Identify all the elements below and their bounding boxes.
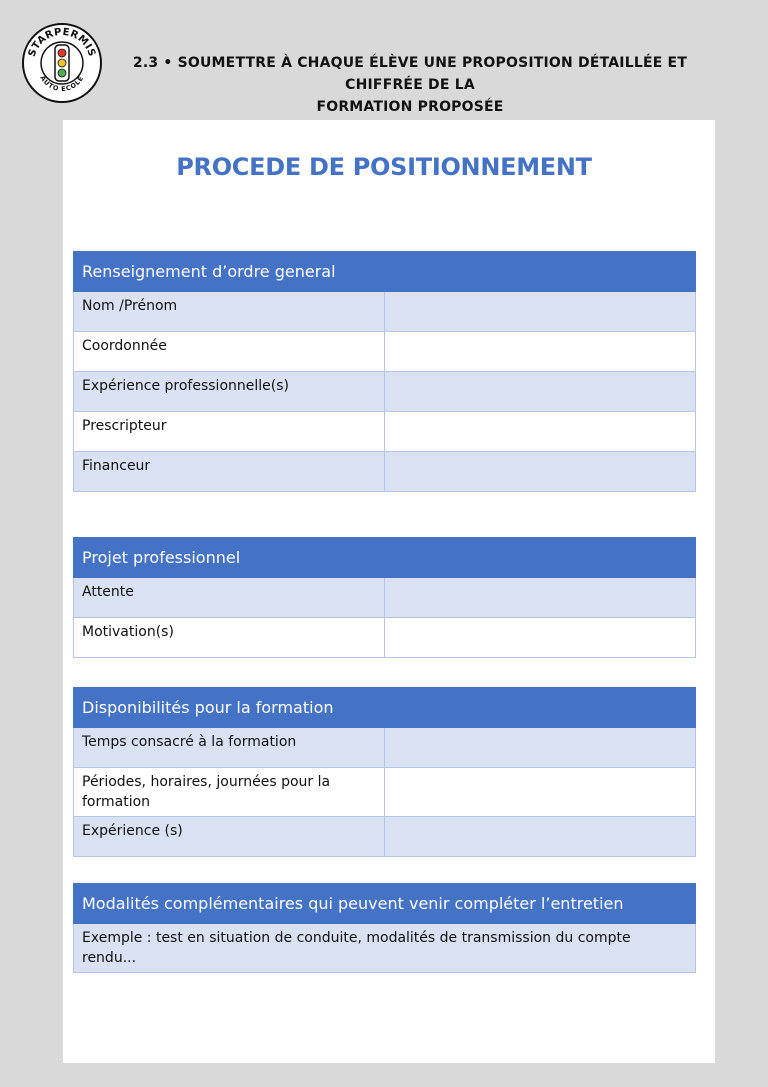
table-row [74, 372, 696, 412]
table-row [74, 924, 696, 973]
table-projet-professionnel [73, 537, 696, 658]
field-label-financeur: Financeur [74, 452, 385, 492]
modalites-text-area[interactable]: Exemple : test en situation de conduite, modalités de transmission du compte rendu... [74, 924, 696, 973]
table-row [74, 768, 696, 817]
field-value-coordonnee[interactable] [385, 332, 696, 372]
table-row [74, 332, 696, 372]
field-value-experience-pro[interactable] [385, 372, 696, 412]
field-value-periodes[interactable] [385, 768, 696, 817]
table-row [74, 728, 696, 768]
field-value-motivation[interactable] [385, 618, 696, 658]
field-value-attente[interactable] [385, 578, 696, 618]
table-row [74, 618, 696, 658]
table-general-info [73, 251, 696, 492]
field-value-financeur[interactable] [385, 452, 696, 492]
field-label-experience: Expérience (s) [74, 817, 385, 857]
section-header-modalites: Modalités complémentaires qui peuvent venir compléter l’entretien [74, 884, 696, 924]
section-header-general: Renseignement d’ordre general [74, 252, 696, 292]
table-row [74, 578, 696, 618]
svg-text:AUTO ECOLE: AUTO ECOLE [38, 74, 86, 94]
svg-text:STARPERMIS: STARPERMIS [26, 26, 98, 59]
field-label-experience-pro: Expérience professionnelle(s) [74, 372, 385, 412]
table-row [74, 292, 696, 332]
heading-line-1: 2.3 • SOUMETTRE À CHAQUE ÉLÈVE UNE PROPOSITION DÉTAILLÉE ET CHIFFRÉE DE LA [132, 55, 688, 93]
section-header-dispo: Disponibilités pour la formation [74, 688, 696, 728]
field-value-prescripteur[interactable] [385, 412, 696, 452]
field-value-temps[interactable] [385, 728, 696, 768]
field-value-experience[interactable] [385, 817, 696, 857]
field-label-prescripteur: Prescripteur [74, 412, 385, 452]
table-row [74, 412, 696, 452]
starpermis-logo [21, 22, 103, 104]
table-modalites [73, 883, 696, 973]
section-header-projet: Projet professionnel [74, 538, 696, 578]
traffic-light-icon [55, 45, 69, 81]
field-label-periodes: Périodes, horaires, journées pour la formation [74, 768, 385, 817]
field-label-motivation: Motivation(s) [74, 618, 385, 658]
field-label-temps: Temps consacré à la formation [74, 728, 385, 768]
page-heading [118, 52, 702, 118]
table-row [74, 452, 696, 492]
table-disponibilites [73, 687, 696, 857]
table-row [74, 817, 696, 857]
field-label-coordonnee: Coordonnée [74, 332, 385, 372]
field-value-nom[interactable] [385, 292, 696, 332]
heading-line-2: FORMATION PROPOSÉE [316, 99, 504, 115]
field-label-attente: Attente [74, 578, 385, 618]
document-title: PROCEDE DE POSITIONNEMENT [176, 153, 592, 181]
field-label-nom: Nom /Prénom [74, 292, 385, 332]
